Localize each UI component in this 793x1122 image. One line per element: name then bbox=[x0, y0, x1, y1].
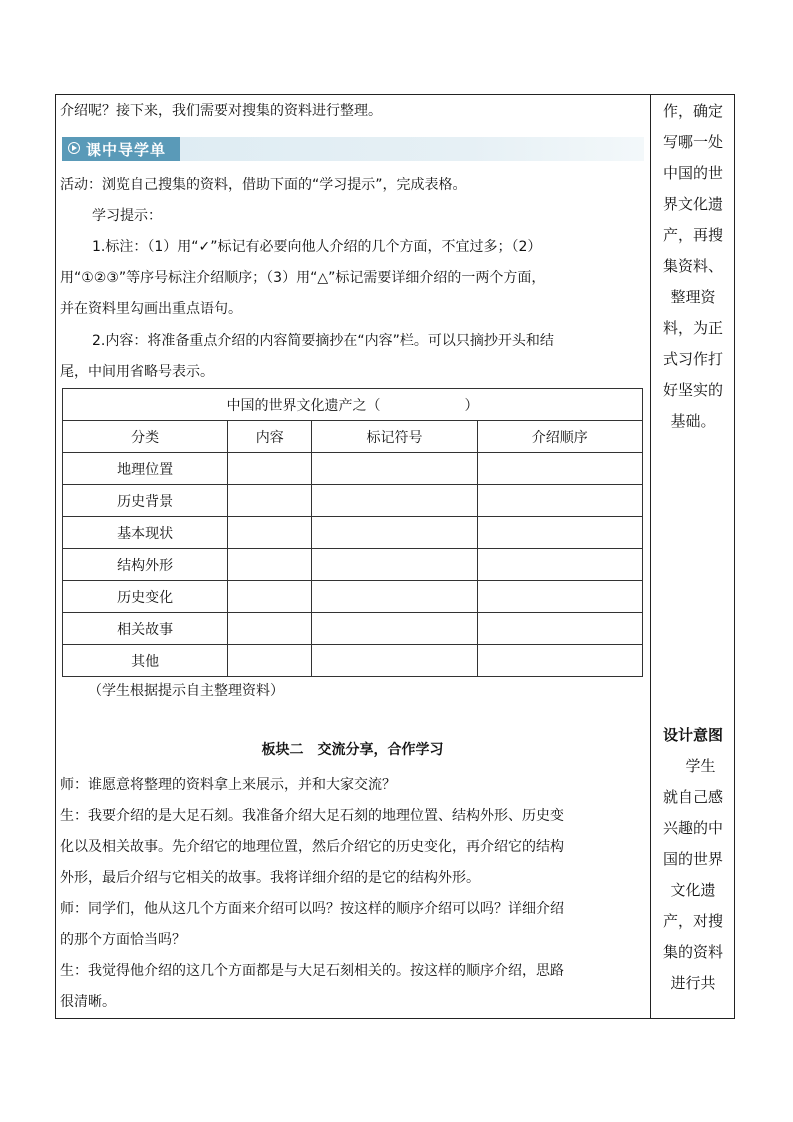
row-label: 历史背景 bbox=[63, 485, 228, 517]
mark-cell[interactable] bbox=[312, 517, 477, 549]
content-cell[interactable] bbox=[228, 453, 312, 485]
side-line: 写哪一处 bbox=[662, 133, 723, 151]
dialog-line: 化以及相关故事。先介绍它的地理位置，然后介绍它的历史变化，再介绍它的结构 bbox=[60, 839, 564, 855]
order-cell[interactable] bbox=[477, 613, 642, 645]
section-title: 板块二 交流分享，合作学习 bbox=[261, 742, 444, 758]
table-row bbox=[63, 613, 643, 645]
order-cell[interactable] bbox=[477, 453, 642, 485]
dialog-line: 师：同学们，他从这几个方面来介绍可以吗？按这样的顺序介绍可以吗？详细介绍 bbox=[60, 901, 564, 917]
content-cell[interactable] bbox=[228, 613, 312, 645]
tip2-line1: 2.内容：将准备重点介绍的内容简要摘抄在“内容”栏。可以只摘抄开头和结 bbox=[92, 333, 554, 349]
header-order: 介绍顺序 bbox=[477, 421, 642, 453]
side-line: 兴趣的中 bbox=[662, 819, 723, 837]
banner bbox=[62, 137, 644, 161]
mark-cell[interactable] bbox=[312, 453, 477, 485]
tips-heading: 学习提示： bbox=[92, 208, 162, 224]
dialog-line: 师：谁愿意将整理的资料拿上来展示，并和大家交流？ bbox=[60, 777, 396, 793]
dialog-line: 很清晰。 bbox=[60, 994, 116, 1010]
activity-text: 活动：浏览自己搜集的资料，借助下面的“学习提示”，完成表格。 bbox=[60, 177, 467, 193]
side-line: 作，确定 bbox=[662, 102, 723, 120]
side-line: 国的世界 bbox=[662, 850, 723, 868]
row-label: 结构外形 bbox=[63, 549, 228, 581]
note-text: （学生根据提示自主整理资料） bbox=[88, 683, 284, 699]
column-divider bbox=[650, 94, 651, 1019]
content-cell[interactable] bbox=[228, 485, 312, 517]
table-row bbox=[63, 581, 643, 613]
side-line: 集资料、 bbox=[662, 257, 723, 275]
side-line: 好坚实的 bbox=[662, 381, 723, 399]
table-row bbox=[63, 549, 643, 581]
side-line: 集的资料 bbox=[662, 943, 723, 961]
row-label: 其他 bbox=[63, 645, 228, 677]
dialog-line: 外形，最后介绍与它相关的故事。我将详细介绍的是它的结构外形。 bbox=[60, 870, 480, 886]
play-icon bbox=[68, 142, 80, 154]
header-content: 内容 bbox=[228, 421, 312, 453]
design-intent-label: 设计意图 bbox=[662, 726, 723, 744]
side-line: 就自己感 bbox=[662, 788, 723, 806]
side-line: 基础。 bbox=[670, 412, 716, 430]
table-caption: 中国的世界文化遗产之（ ） bbox=[63, 389, 643, 421]
side-line: 界文化遗 bbox=[662, 195, 723, 213]
side-line: 中国的世 bbox=[662, 164, 723, 182]
table-header-row bbox=[63, 421, 643, 453]
table-row bbox=[63, 485, 643, 517]
table-row bbox=[63, 453, 643, 485]
tip1-line3: 并在资料里勾画出重点语句。 bbox=[60, 301, 242, 317]
mark-cell[interactable] bbox=[312, 613, 477, 645]
content-cell[interactable] bbox=[228, 517, 312, 549]
header-category: 分类 bbox=[63, 421, 228, 453]
row-label: 地理位置 bbox=[63, 453, 228, 485]
row-label: 相关故事 bbox=[63, 613, 228, 645]
header-mark: 标记符号 bbox=[312, 421, 477, 453]
mark-cell[interactable] bbox=[312, 549, 477, 581]
dialog-line: 的那个方面恰当吗？ bbox=[60, 932, 186, 948]
tip2-line2: 尾，中间用省略号表示。 bbox=[60, 364, 214, 380]
table-row bbox=[63, 645, 643, 677]
banner-tag bbox=[62, 137, 180, 161]
side-line: 整理资 bbox=[670, 288, 716, 306]
top-line: 介绍呢？接下来，我们需要对搜集的资料进行整理。 bbox=[60, 103, 382, 119]
side-line: 学生 bbox=[670, 757, 716, 775]
mark-cell[interactable] bbox=[312, 485, 477, 517]
order-cell[interactable] bbox=[477, 549, 642, 581]
order-cell[interactable] bbox=[477, 517, 642, 549]
dialog-line: 生：我要介绍的是大足石刻。我准备介绍大足石刻的地理位置、结构外形、历史变 bbox=[60, 808, 564, 824]
tip1-line2: 用“①②③”等序号标注介绍顺序；（3）用“△”标记需要详细介绍的一两个方面， bbox=[60, 270, 546, 286]
row-label: 基本现状 bbox=[63, 517, 228, 549]
table-row bbox=[63, 517, 643, 549]
row-label: 历史变化 bbox=[63, 581, 228, 613]
mark-cell[interactable] bbox=[312, 581, 477, 613]
side-line: 料，为正 bbox=[662, 319, 723, 337]
side-line: 进行共 bbox=[670, 974, 716, 992]
mark-cell[interactable] bbox=[312, 645, 477, 677]
content-cell[interactable] bbox=[228, 549, 312, 581]
side-line: 式习作打 bbox=[662, 350, 723, 368]
order-cell[interactable] bbox=[477, 581, 642, 613]
tip1-line1: 1.标注：（1）用“✓”标记有必要向他人介绍的几个方面，不宜过多；（2） bbox=[92, 239, 542, 255]
side-line: 产，对搜 bbox=[662, 912, 723, 930]
heritage-table bbox=[62, 388, 643, 677]
order-cell[interactable] bbox=[477, 485, 642, 517]
content-cell[interactable] bbox=[228, 645, 312, 677]
side-line: 文化遗 bbox=[670, 881, 716, 899]
side-line: 产，再搜 bbox=[662, 226, 723, 244]
content-cell[interactable] bbox=[228, 581, 312, 613]
banner-label: 课中导学单 bbox=[86, 141, 167, 159]
dialog-line: 生：我觉得他介绍的这几个方面都是与大足石刻相关的。按这样的顺序介绍，思路 bbox=[60, 963, 564, 979]
order-cell[interactable] bbox=[477, 645, 642, 677]
